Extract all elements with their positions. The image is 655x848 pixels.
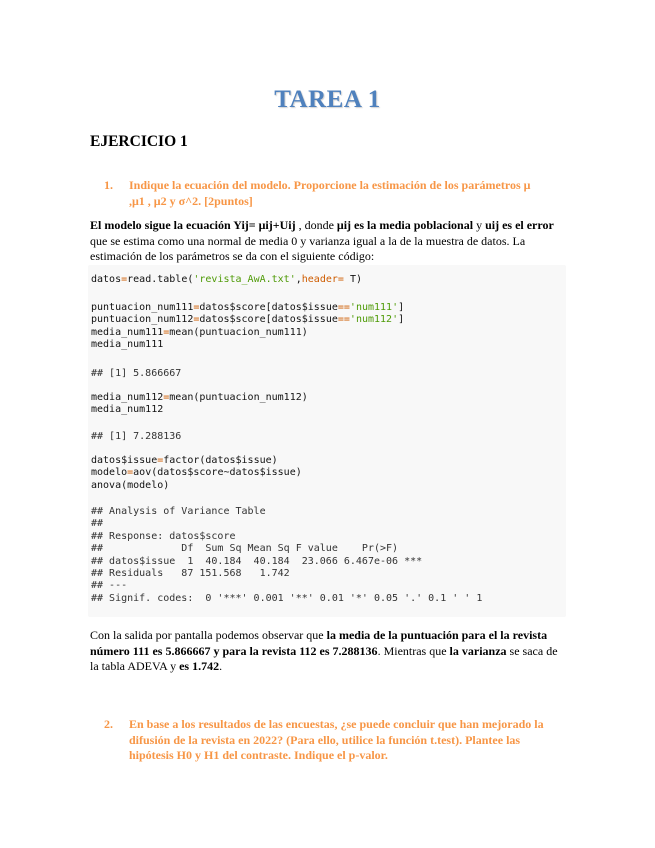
question-2-text: En base a los resultados de las encuestas, ¿se puede concluir que han mejorado la difusión de la revista en 2022? (Para ello, utilice la función t.test). Plantee las hipótesis H0 y H1 del contraste. Indique el p-valor. xyxy=(129,717,544,762)
intro-bold-2: μij es la media poblacional xyxy=(336,218,474,232)
code-output-anova: ## Analysis of Variance Table ## ## Response: datos$score ## Df Sum Sq Mean Sq F value Pr(>F) ## datos$issue 1 40.184 40.184 23.066 6.467e-06 *** ## Residuals 87 151.568 1.742 ## --- ## Signif. codes: 0 '***' 0.001 '**' 0.01 '*' 0.05 '.' 0.1 ' ' 1 xyxy=(91,506,483,604)
code-lines-mean-112: media_num112=mean(puntuacion_num112) media_num112 xyxy=(91,392,308,416)
question-2-number: 2. xyxy=(104,717,113,731)
question-1-number: 1. xyxy=(104,178,113,192)
code-lines-anova: datos$issue=factor(datos$issue) modelo=aov(datos$score~datos$issue) anova(modelo) xyxy=(91,455,302,491)
intro-text-2: y xyxy=(473,218,486,232)
intro-text-3: que se estima como una normal de media 0 y varianza igual a la de la muestra de datos. La estimación de los parámetros se da con el siguiente código: xyxy=(90,233,526,263)
question-1-text: Indique la ecuación del modelo. Proporcione la estimación de los parámetros μ ,μ1 , μ2 y σ^2. [2puntos] xyxy=(129,178,531,208)
conclusion-paragraph: Con la salida por pantalla podemos observar que la media de la puntuación para el la revista número 111 es 5.866667 y para la revista 112 es 7.288136. Mientras que la varianza se saca de la tabla ADEVA y es 1.742. xyxy=(90,628,558,673)
code-lines-subset: puntuacion_num111=datos$score[datos$issue=='num111'] puntuacion_num112=datos$score[datos$issue=='num112'] media_num111=mean(puntuacion_num111) media_num111 xyxy=(91,302,405,351)
intro-bold-3: uij es el error xyxy=(485,218,554,232)
code-line-read-table: datos=read.table('revista_AwA.txt',header= T) xyxy=(91,274,362,285)
exercise-heading: EJERCICIO 1 xyxy=(90,133,188,150)
intro-paragraph xyxy=(90,218,558,265)
page-title: TAREA 1 xyxy=(274,86,381,113)
intro-text-1: , donde xyxy=(295,218,337,232)
code-output-mean-112: ## [1] 7.288136 xyxy=(91,431,182,442)
intro-bold-1: El modelo sigue la ecuación Yij= μij+Uij xyxy=(90,218,296,232)
code-output-mean-111: ## [1] 5.866667 xyxy=(91,368,182,379)
